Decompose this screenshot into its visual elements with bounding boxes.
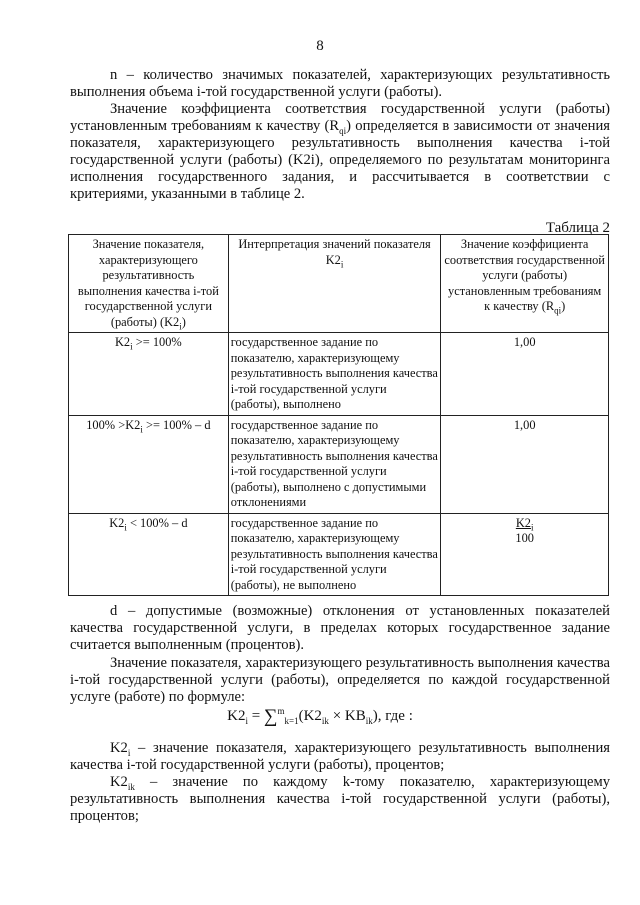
row3-condition: $K2_i < 100\% - d$	[69, 513, 229, 596]
paragraph-k2ik-definition: $K2_{ik}$ – значение по каждому k-тому показателю, характеризующему результативность выполнения качества i-той государственной услуги (работы), процентов;	[70, 774, 610, 824]
fraction-denominator: 100	[515, 531, 534, 545]
fraction-numerator: $K2_i$	[515, 515, 534, 532]
paragraph-d-definition: d – допустимые (возможные) отклонения от установленных показателей качества государственной услуги, в пределах которых государственное задание считается выполненным (процентов).	[70, 603, 610, 653]
row3-coefficient-fraction	[441, 513, 609, 596]
table-row	[69, 415, 609, 513]
header-coefficient-value: Значение коэффициента соответствия государственной услуги (работы) установленным требованиям к качеству $(R_{qi})$	[441, 235, 609, 333]
table-caption: Таблица 2	[545, 220, 610, 236]
row2-interpretation: государственное задание по показателю, характеризующему результативность выполнения качества i-той государственной услуги (работы), выполнено с допустимыми отклонениями	[228, 415, 441, 513]
page-number: 8	[316, 38, 324, 54]
paragraph-k2i-definition: $K2_i$ – значение показателя, характеризующего результативность выполнения качества i-той государственной услуги (работы), процентов;	[70, 740, 610, 773]
sum-symbol: ∑	[263, 706, 278, 727]
table-row	[69, 513, 609, 596]
row1-condition: $K2_i >= 100\%$	[69, 333, 229, 416]
row2-coefficient: 1,00	[441, 415, 609, 513]
header-indicator-value: Значение показателя, характеризующего результативность выполнения качества i-той государственной услуги (работы) $(K2_i)$	[69, 235, 229, 333]
row1-coefficient: 1,00	[441, 333, 609, 416]
row2-condition: $100\% >K2_i >= 100\% - d$	[69, 415, 229, 513]
table-header-row	[69, 235, 609, 333]
row3-interpretation: государственное задание по показателю, характеризующему результативность выполнения качества i-той государственной услуги (работы), не выполнено	[228, 513, 441, 596]
paragraph-coefficient-description: Значение коэффициента соответствия государственной услуги (работы) установленным требованиям к качеству $(R_{qi})$ определяется в зависимости от значения показателя, характеризующего результативность выполнения качества i-той государственной услуги (работы) (K2i), определяемого по результатам мониторинга исполнения государственного задания, и рассчитывается в соответствии с критериями, указанными в таблице 2.	[70, 101, 610, 202]
paragraph-formula-intro: Значение показателя, характеризующего результативность выполнения качества i-той государственной услуги (работы), определяется по каждой государственной услуге (работе) по формуле:	[70, 655, 610, 705]
header-interpretation: Интерпретация значений показателя $K2_i$	[228, 235, 441, 333]
paragraph-n-definition: n – количество значимых показателей, характеризующих результативность выполнения объема i-той государственной услуги (работы).	[70, 67, 610, 100]
row1-interpretation: государственное задание по показателю, характеризующему результативность выполнения качества i-той государственной услуги (работы), выполнено	[228, 333, 441, 416]
table-row	[69, 333, 609, 416]
k2-formula: $K2_i = \sum^m_{k=1}(K2_{ik} \times KB_{ik})$, где :	[227, 706, 413, 727]
criteria-table	[68, 234, 609, 596]
